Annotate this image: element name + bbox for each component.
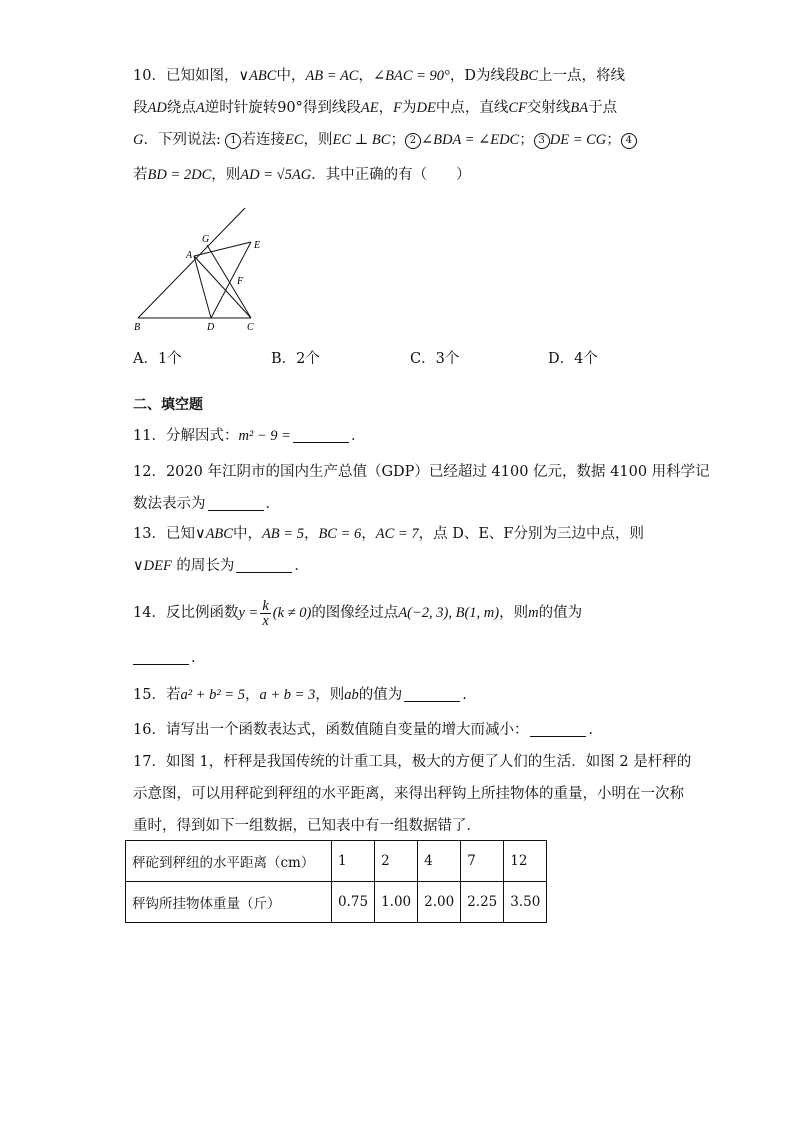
q10-math: EC ⊥ BC (332, 132, 391, 148)
geometry-figure (130, 202, 260, 334)
q13-text: ， (303, 526, 319, 542)
q15-text: . (462, 687, 467, 703)
table-cell: 2 (375, 841, 418, 882)
q14-line (133, 598, 582, 628)
q10-text: ．其中正确的有（ ） (311, 167, 471, 183)
option-d: D．4个 (548, 351, 598, 367)
q13-text: ， (361, 526, 376, 542)
table-cell: 7 (461, 841, 504, 882)
q11-text: ． (350, 428, 366, 444)
q13-math: ∨DEF (133, 558, 172, 574)
q10-math: G (133, 132, 144, 148)
q10-math: ∠BDA = ∠EDC (420, 132, 520, 148)
q10-line1 (133, 66, 625, 86)
q11-text: 11．分解因式： (133, 428, 239, 444)
q15-text: 15．若 (133, 687, 181, 703)
q15-line (133, 685, 467, 705)
q13-text: ． (294, 558, 309, 574)
q10-math: AD = √5AG (240, 167, 312, 183)
q13-line1 (133, 524, 644, 544)
circled-number: 2 (405, 133, 421, 149)
data-table (125, 840, 547, 923)
q10-text: 若 (133, 167, 148, 183)
q14-text: 的图像经过点 (311, 605, 399, 621)
q17-line1: 17．如图 1，杆秤是我国传统的计重工具，极大的方便了人们的生活．如图 2 是杆秤的 (133, 754, 692, 770)
q10-math: CF (508, 100, 527, 116)
table-cell: 12 (504, 841, 547, 882)
answer-blank[interactable] (133, 650, 189, 665)
q12-line1: 12．2020 年江阴市的国内生产总值（GDP）已经超过 4100 亿元，数据 4100 用科学记 (133, 464, 710, 480)
table-row (126, 882, 547, 923)
q15-text: ，则 (315, 687, 345, 703)
section-title: 二、填空题 (133, 397, 203, 413)
q10-text: ，则 (303, 132, 333, 148)
q15-text: 的值为 (358, 687, 403, 703)
q12-text: 数法表示为 (133, 496, 206, 512)
segment-de (211, 242, 251, 318)
label-c: C (247, 322, 254, 333)
q14-math: m (528, 605, 539, 621)
option-b: B．2个 (271, 351, 320, 367)
q10-text: ， (378, 100, 394, 116)
q10-text: 逆时针旋转90°得到线段 (204, 100, 361, 116)
q15-math: ab (344, 687, 359, 703)
q15-text: ， (244, 687, 260, 703)
q10-math: BC (519, 68, 539, 84)
q10-text: 于点 (588, 100, 618, 116)
q10-math: AE (360, 100, 379, 116)
q10-text: 中点，直线 (435, 100, 509, 116)
q13-math: ∨ABC (194, 526, 233, 542)
q10-math: BA (570, 100, 589, 116)
q15-math: a² + b² = 5 (180, 687, 245, 703)
q16-text: 16．请写出一个函数表达式，函数值随自变量的增大而减小： (133, 722, 529, 738)
label-b: B (134, 322, 141, 333)
table-cell: 1 (332, 841, 375, 882)
answer-blank[interactable] (404, 687, 460, 702)
table-header-distance: 秤砣到秤纽的水平距离（cm） (126, 841, 332, 882)
table-cell: 0.75 (332, 882, 375, 923)
q10-text: ； (390, 132, 405, 148)
q10-line4 (133, 165, 471, 185)
label-d: D (207, 322, 215, 333)
option-c: C．3个 (410, 351, 460, 367)
q10-math: AD (147, 100, 167, 116)
table-cell: 2.25 (461, 882, 504, 923)
q13-text: 的周长为 (171, 558, 235, 574)
q10-text: 段 (133, 100, 148, 116)
q10-math: DE (416, 100, 436, 116)
q14-math: (k ≠ 0) (272, 605, 312, 621)
q14-text: ，则 (499, 605, 529, 621)
q10-text: 绕点 (166, 100, 196, 116)
q13-line2 (133, 556, 309, 576)
circled-number: 1 (225, 133, 241, 149)
q10-text: ，D为线段 (449, 68, 520, 84)
q10-text: 若连接 (241, 132, 285, 148)
q16-line (133, 720, 603, 740)
table-row (126, 841, 547, 882)
table-cell: 3.50 (504, 882, 547, 923)
q13-math: AB = 5 (261, 526, 304, 542)
q13-math: BC = 6 (318, 526, 362, 542)
q10-math: F (393, 100, 402, 116)
q10-text: ，则 (211, 167, 241, 183)
q14-text: ． (191, 650, 206, 666)
label-e: E (254, 240, 260, 251)
q10-text: ， (358, 68, 373, 84)
q10-math: AB = AC (305, 68, 359, 84)
table-cell: 2.00 (418, 882, 461, 923)
q12-text: ． (265, 496, 280, 512)
q10-text: 交射线 (526, 100, 571, 116)
q13-text: 13．已知 (133, 526, 195, 542)
q10-math: A (195, 100, 205, 116)
q14-math: A(−2, 3), B(1, m) (398, 605, 500, 621)
q14-text: 14．反比例函数 (133, 605, 239, 621)
label-a: A (186, 250, 193, 261)
q10-text: ； (606, 132, 621, 148)
option-a: A．1个 (133, 351, 182, 367)
fraction-numerator: k (262, 597, 269, 614)
q14-text: 的值为 (538, 605, 583, 621)
q14-fraction (260, 599, 270, 628)
q10-text: 为 (401, 100, 417, 116)
q10-math: ∨ABC (238, 68, 277, 84)
q10-line2 (133, 98, 617, 118)
q14-line2 (133, 648, 206, 668)
answer-blank[interactable] (236, 558, 292, 573)
q14-math: y = (238, 605, 259, 621)
q10-line3 (133, 130, 637, 150)
answer-blank[interactable] (208, 496, 264, 511)
table-cell: 1.00 (375, 882, 418, 923)
q10-text: ； (519, 132, 534, 148)
q10-text: ．下列说法: (143, 132, 226, 148)
circled-number: 3 (534, 133, 550, 149)
q10-math: DE = CG (549, 132, 607, 148)
q12-line2 (133, 494, 280, 514)
fraction-denominator: x (262, 612, 269, 629)
answer-blank[interactable] (293, 428, 349, 443)
answer-blank[interactable] (530, 722, 586, 737)
circled-number: 4 (621, 133, 637, 149)
q11-line (133, 426, 365, 446)
ray-ba (138, 208, 245, 318)
q17-line2: 示意图，可以用秤砣到秤纽的水平距离，来得出秤钩上所挂物体的重量，小明在一次称 (133, 786, 684, 802)
q13-text: 中， (232, 526, 262, 542)
q10-text: 10．已知如图， (133, 68, 239, 84)
q11-math: m² − 9 = (238, 428, 291, 444)
q13-math: AC = 7 (375, 526, 419, 542)
table-cell: 4 (418, 841, 461, 882)
q16-text: ． (588, 722, 603, 738)
q10-math: ∠BAC = 90° (372, 68, 450, 84)
label-f: F (237, 276, 244, 287)
q10-text: 中， (276, 68, 306, 84)
q15-math: a + b = 3 (259, 687, 316, 703)
q10-text: 上一点，将线 (538, 68, 626, 84)
q10-math: EC (284, 132, 304, 148)
label-g: G (202, 234, 210, 245)
q13-text: ，点 D、E、F分别为三边中点，则 (418, 526, 644, 542)
q10-math: BD = 2DC (147, 167, 212, 183)
table-header-weight: 秤钩所挂物体重量（斤） (126, 882, 332, 923)
line-cg (207, 245, 251, 318)
q17-line3: 重时，得到如下一组数据，已知表中有一组数据错了． (133, 818, 481, 834)
